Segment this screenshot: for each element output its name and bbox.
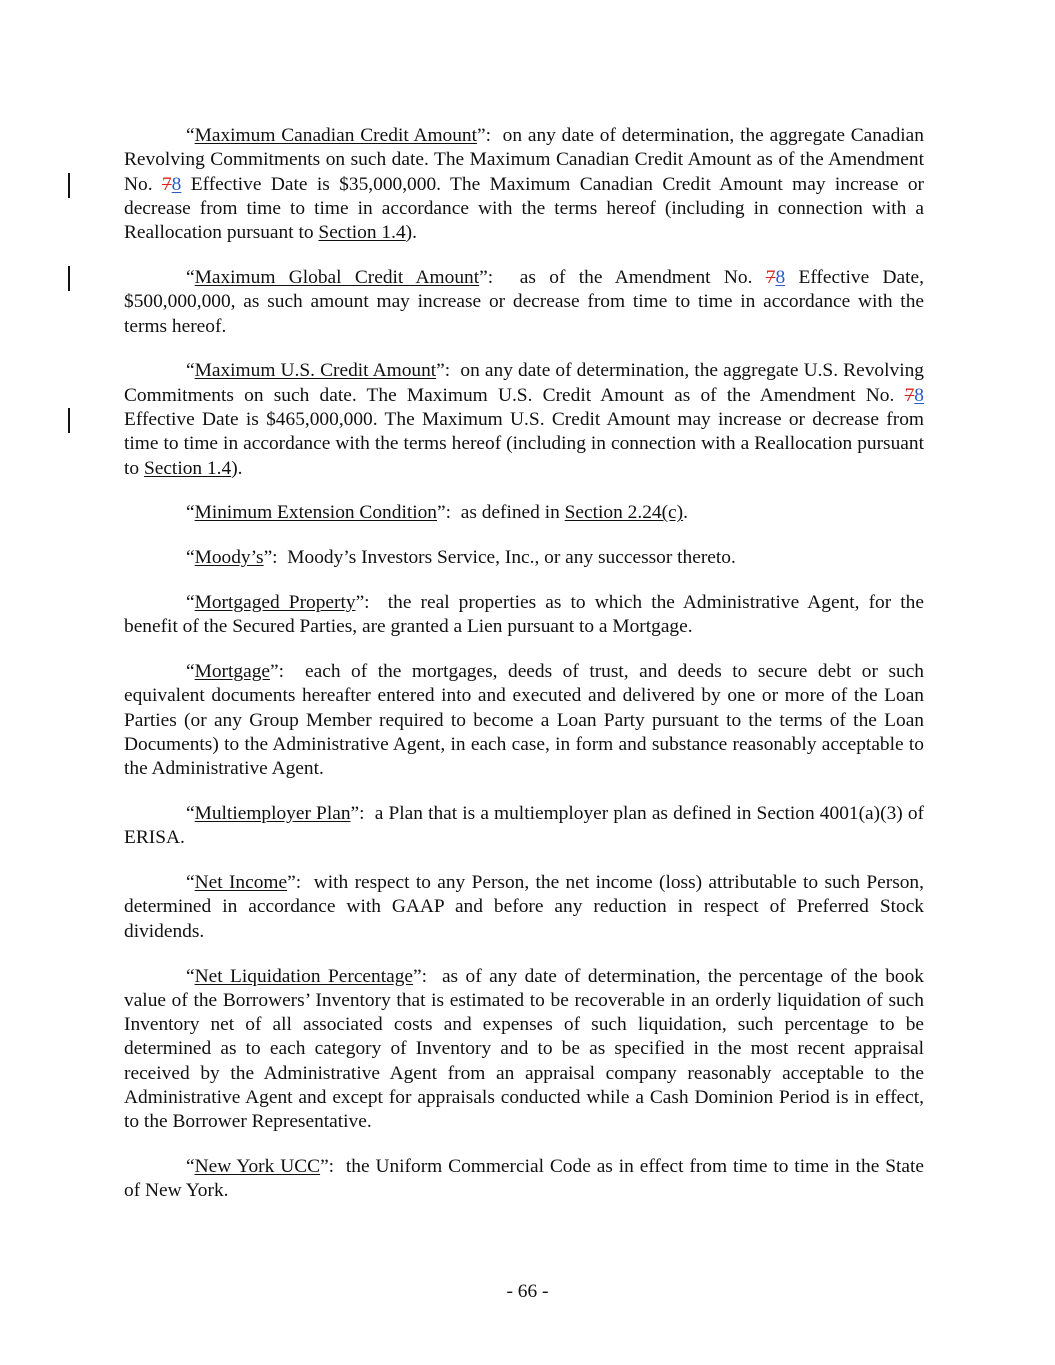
defined-term: Maximum Canadian Credit Amount [194,125,478,146]
definition-text: the real properties as to which the Administrative Agent, for the benefit of the Secured Parties, are granted a Lien pursuant to a Mortgage. [124,591,924,638]
page-number: - 66 - [506,1281,549,1302]
defined-term: Maximum U.S. Credit Amount [194,360,437,382]
defined-term: New York UCC [194,1156,321,1178]
definition-text: as defined in [460,502,565,524]
defined-term: Multiemployer Plan [194,803,351,825]
definition-text: on any date of determination, the aggregate Canadian Revolving Commitments on such date. The Maximum Canadian Credit Amount as of the Amendment No. [124,125,924,195]
defined-term: Net Liquidation Percentage [194,965,414,987]
definition-mortgage: “Mortgage”: each of the mortgages, deeds of trust, and deeds to secure debt or such equivalent documents hereafter entered into and executed and delivered by one or more of the Loan Parties (or any Group Member required to become a Loan Party pursuant to the terms of the Loan Documents) to the Administrative Agent, in each case, in form and substance reasonably acceptable to the Administrative Agent. [124,661,924,780]
defined-term: Maximum Global Credit Amount [194,266,480,288]
section-reference-link[interactable]: Section 1.4 [143,457,232,479]
definition-text-end: ). [231,457,243,479]
definition-text: Effective Date is $35,000,000. The Maximum Canadian Credit Amount may increase or decrease from time to time in accordance with the terms hereof (including in connection with a Reallocation pursuant to [124,173,924,244]
deleted-text: 7 [161,173,172,195]
definition-moodys: “Moody’s”: Moody’s Investors Service, Inc., or any successor thereto. [186,547,736,569]
definition-text: Effective Date, $500,000,000, as such amount may increase or decrease from time to time in accordance with the terms hereof. [124,266,924,337]
definition-text: as of the Amendment No. [519,266,766,288]
change-bar-global [68,266,70,291]
definition-text: Moody’s Investors Service, Inc., or any successor thereto. [287,547,736,569]
definition-minimum-extension-condition: “Minimum Extension Condition”: as defined in Section 2.24(c). [186,502,688,524]
inserted-text: 8 [171,173,182,195]
change-bar-canadian [68,173,70,198]
defined-term: Mortgage [194,661,270,683]
definition-new-york-ucc: “New York UCC”: the Uniform Commercial Code as in effect from time to time in the State of New York. [124,1156,924,1202]
section-reference-link[interactable]: Section 2.24(c) [564,502,684,524]
definition-text: the Uniform Commercial Code as in effect from time to time in the State of New York. [124,1156,924,1202]
deleted-text: 7 [765,266,776,288]
definition-text-end: ). [405,222,417,244]
definition-text: each of the mortgages, deeds of trust, and deeds to secure debt or such equivalent documents hereafter entered into and executed and delivered by one or more of the Loan Parties (or any Group Member required to become a Loan Party pursuant to the terms of the Loan Documents) to the Administrative Agent, in each case, in form and substance reasonably acceptable to the Administrative Agent. [124,661,924,780]
definition-text: as of any date of determination, the percentage of the book value of the Borrowers’ Inventory that is estimated to be recoverable in an orderly liquidation of such Inventory net of all associated costs and expenses of such liquidation, such percentage to be determined as to each category of Inventory and to be as specified in the most recent appraisal received by the Administrative Agent from an appraisal company reasonably acceptable to the Administrative Agent and except for appraisals conducted while a Cash Dominion Period is in effect, to the Borrower Representative. [124,965,924,1133]
definition-text: on any date of determination, the aggregate U.S. Revolving Commitments on such date. The Maximum U.S. Credit Amount as of the Amendment No. [124,360,924,406]
defined-term: Minimum Extension Condition [194,502,438,524]
defined-term: Mortgaged Property [194,591,356,613]
defined-term: Net Income [194,872,288,894]
document-page [124,124,924,1224]
definition-text-end: . [683,502,688,524]
definition-maximum-global-credit-amount: “Maximum Global Credit Amount”: as of the Amendment No. 78 Effective Date, $500,000,000, as such amount may increase or decrease from time to time in accordance with the terms hereof. [124,266,924,337]
definition-text: a Plan that is a multiemployer plan as defined in Section 4001(a)(3) of ERISA. [124,803,924,849]
inserted-text: 8 [914,384,924,406]
definition-net-liquidation-percentage: “Net Liquidation Percentage”: as of any date of determination, the percentage of the book value of the Borrowers’ Inventory that is estimated to be recoverable in an orderly liquidation of such Inventory net of all associated costs and expenses of such liquidation, such percentage to be determined as to each category of Inventory and to be as specified in the most recent appraisal received by the Administrative Agent from an appraisal company reasonably acceptable to the Administrative Agent and except for appraisals conducted while a Cash Dominion Period is in effect, to the Borrower Representative. [124,965,924,1133]
definition-maximum-us-credit-amount: “Maximum U.S. Credit Amount”: on any date of determination, the aggregate U.S. Revolving Commitments on such date. The Maximum U.S. Credit Amount as of the Amendment No. 78 Effective Date is $465,000,000. The Maximum U.S. Credit Amount may increase or decrease from time to time in accordance with the terms hereof (including in connection with a Reallocation pursuant to Section 1.4). [124,360,924,479]
definition-mortgaged-property: “Mortgaged Property”: the real properties as to which the Administrative Agent, for the benefit of the Secured Parties, are granted a Lien pursuant to a Mortgage. [124,591,924,638]
inserted-text: 8 [775,266,786,288]
definition-multiemployer-plan: “Multiemployer Plan”: a Plan that is a multiemployer plan as defined in Section 4001(a)(3) of ERISA. [124,803,924,849]
definition-text: with respect to any Person, the net income (loss) attributable to such Person, determined in accordance with GAAP and before any reduction in respect of Preferred Stock dividends. [124,872,924,942]
deleted-text: 7 [904,384,915,406]
definition-net-income: “Net Income”: with respect to any Person, the net income (loss) attributable to such Person, determined in accordance with GAAP and before any reduction in respect of Preferred Stock dividends. [124,872,924,942]
section-reference-link[interactable]: Section 1.4 [318,222,406,244]
defined-term: Moody’s [194,547,264,569]
definition-maximum-canadian-credit-amount: “Maximum Canadian Credit Amount”: on any date of determination, the aggregate Canadian Revolving Commitments on such date. The Maximum Canadian Credit Amount as of the Amendment No. 78 Effective Date is $35,000,000. The Maximum Canadian Credit Amount may increase or decrease from time to time in accordance with the terms hereof (including in connection with a Reallocation pursuant to Section 1.4). [124,125,924,244]
change-bar-us [68,408,70,433]
definition-text: Effective Date is $465,000,000. The Maximum U.S. Credit Amount may increase or decrease from time to time in accordance with the terms hereof (including in connection with a Reallocation pursuant to [124,408,924,479]
